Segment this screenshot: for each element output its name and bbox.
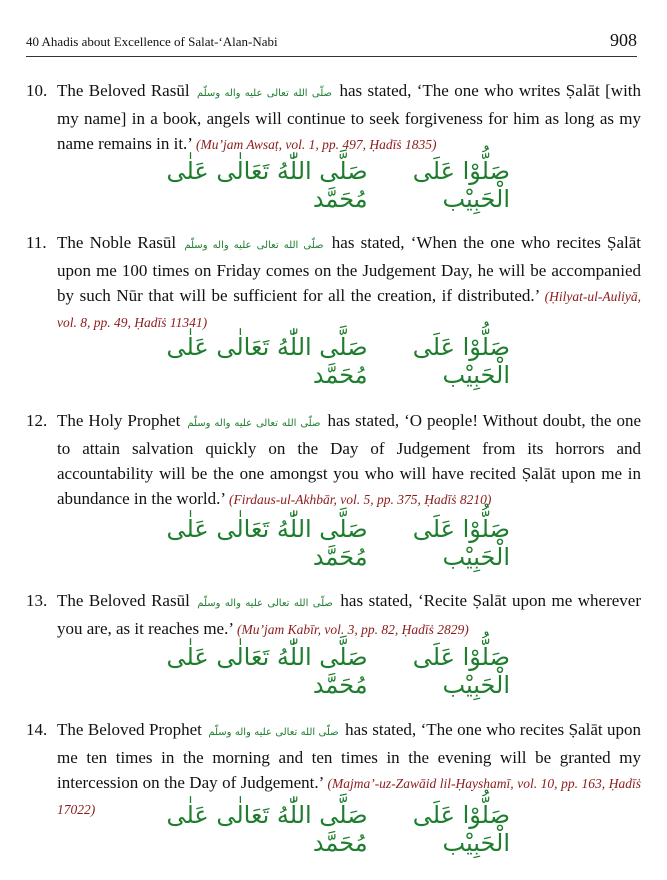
hadith-number: 13. xyxy=(26,591,48,610)
hadith-intro: The Beloved Prophet xyxy=(57,720,202,739)
hadith-number: 10. xyxy=(26,81,48,100)
hadith-intro: The Noble Rasūl xyxy=(57,233,177,252)
hadith-intro: The Holy Prophet xyxy=(57,411,181,430)
durood-line xyxy=(150,157,510,213)
hadith-text: has stated, ‘O people! Without doubt, the one to attain salvation quickly on the Day of Judgement from its horrors and accountability will be the one amongst you who will have recited Ṣalāt upon me in abundance in the world.’ xyxy=(57,411,641,508)
durood-left: صَلَّى اللّٰهُ تَعَالٰى عَلٰى مُحَمَّد xyxy=(166,801,368,857)
salawat-calligraphy: صلّى الله تعالى عليه واله وسلّم xyxy=(184,240,324,251)
hadith-body xyxy=(57,588,641,642)
hadith-reference: (Mu’jam Kabīr, vol. 3, pp. 82, Ḥadīṡ 2829) xyxy=(237,622,469,637)
hadith-reference: (Mu’jam Awsaṭ, vol. 1, pp. 497, Ḥadīṡ 1835) xyxy=(195,137,437,152)
durood-left: صَلَّى اللّٰهُ تَعَالٰى عَلٰى مُحَمَّد xyxy=(166,515,368,571)
durood-left: صَلَّى اللّٰهُ تَعَالٰى عَلٰى مُحَمَّد xyxy=(166,157,368,213)
hadith-number: 14. xyxy=(26,720,48,739)
hadith-text: has stated, ‘When the one who recites Ṣalāt upon me 100 times on Friday comes on the Judgement Day, he will be accompanied by such Nūr that will be sufficient for all the creation, if distributed.’ xyxy=(57,233,642,305)
page-header xyxy=(26,26,637,57)
hadith-body xyxy=(57,408,641,512)
hadith-reference: (Ḥilyat-ul-Auliyā, vol. 8, pp. 49, Ḥadīṡ 11341) xyxy=(57,289,641,330)
salawat-calligraphy: صلّى الله تعالى عليه واله وسلّم xyxy=(187,418,321,429)
durood-line xyxy=(150,333,510,389)
hadith-number: 12. xyxy=(26,411,48,430)
page-number: 908 xyxy=(610,30,637,50)
hadith-body xyxy=(57,230,641,335)
running-title: 40 Ahadis about Excellence of Salat-‘Alan-Nabi xyxy=(26,34,278,49)
durood-right: صَلُّوْا عَلَى الْحَبِيْب xyxy=(412,515,510,571)
durood-right: صَلُّوْا عَلَى الْحَبِيْب xyxy=(412,333,510,389)
hadith-number: 11. xyxy=(26,233,47,252)
durood-line xyxy=(150,643,510,699)
durood-left: صَلَّى اللّٰهُ تَعَالٰى عَلٰى مُحَمَّد xyxy=(166,333,368,389)
hadith-reference: (Majma’-uz-Zawāid lil-Ḥayshamī, vol. 10, pp. 163, Ḥadīṡ 17022) xyxy=(57,776,641,817)
durood-line xyxy=(150,801,510,857)
hadith-text: has stated, ‘The one who writes Ṣalāt [with my name] in a book, angels will continue to seek forgiveness for him as long as my name remains in it.’ xyxy=(57,81,642,153)
durood-right: صَلُّوْا عَلَى الْحَبِيْب xyxy=(412,157,510,213)
durood-right: صَلُّوْا عَلَى الْحَبِيْب xyxy=(412,643,510,699)
hadith-12 xyxy=(26,408,641,512)
durood-right: صَلُّوْا عَلَى الْحَبِيْب xyxy=(412,801,510,857)
durood-line xyxy=(150,515,510,571)
hadith-text: has stated, ‘The one who recites Ṣalāt upon me ten times in the morning and ten times in the evening will be granted my intercession on the Day of Judgement.’ xyxy=(57,720,642,792)
hadith-reference: (Firdaus-ul-Akhbār, vol. 5, pp. 375, Ḥadīṡ 8210) xyxy=(228,492,492,507)
salawat-calligraphy: صلّى الله تعالى عليه واله وسلّم xyxy=(208,727,339,738)
hadith-11 xyxy=(26,230,641,335)
hadith-intro: The Beloved Rasūl xyxy=(57,81,190,100)
hadith-body xyxy=(57,78,641,157)
salawat-calligraphy: صلّى الله تعالى عليه واله وسلّم xyxy=(197,598,333,609)
hadith-text: has stated, ‘Recite Ṣalāt upon me wherever you are, as it reaches me.’ xyxy=(57,591,642,638)
hadith-13 xyxy=(26,588,641,642)
durood-left: صَلَّى اللّٰهُ تَعَالٰى عَلٰى مُحَمَّد xyxy=(166,643,368,699)
hadith-intro: The Beloved Rasūl xyxy=(57,591,190,610)
hadith-10 xyxy=(26,78,641,157)
salawat-calligraphy: صلّى الله تعالى عليه واله وسلّم xyxy=(196,88,333,99)
